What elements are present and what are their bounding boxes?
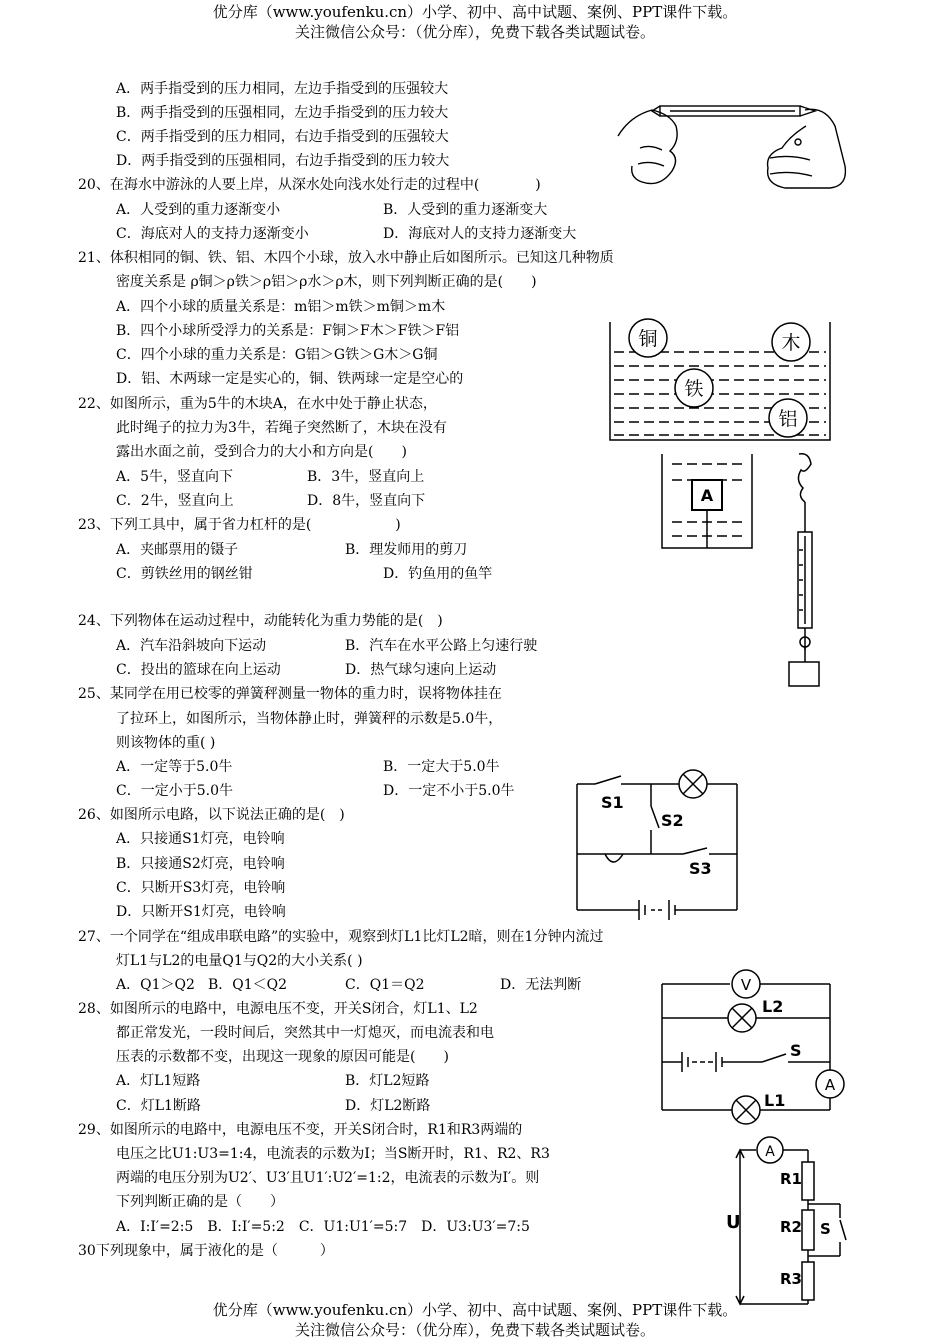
q27-option-a: A．Q1＞Q2 — [116, 977, 195, 993]
ball-label-wood: 木 — [781, 332, 801, 354]
q28-stem-3: 压表的示数都不变，出现这一现象的原因可能是( ) — [116, 1049, 449, 1065]
q29-stem-3: 两端的电压分别为U2′、U3′且U1′:U2′=1:2，电流表的示数为I′。则 — [116, 1170, 540, 1186]
q28-stem: 28、如图所示的电路中，电源电压不变，开关S闭合，灯L1、L2 — [78, 1001, 478, 1017]
q24-option-b: B．汽车在水平公路上匀速行驶 — [345, 638, 538, 654]
ball-label-iron: 铁 — [684, 378, 704, 400]
label-v: V — [740, 976, 752, 994]
ball-label-copper: 铜 — [638, 328, 658, 350]
q23-option-a: A．夹邮票用的镊子 — [116, 542, 239, 558]
q22-stem-2: 此时绳子的拉力为3牛，若绳子突然断了，木块在没有 — [116, 420, 447, 436]
q25-stem-3: 则该物体的重( ) — [116, 735, 216, 751]
q29-stem-4: 下列判断正确的是（ ） — [116, 1194, 284, 1210]
q28-option-a: A．灯L1短路 — [116, 1073, 201, 1089]
q19-option-b: B．两手指受到的压强相同，左边手指受到的压力较大 — [116, 105, 449, 121]
label-l2: L2 — [762, 997, 784, 1016]
label-r2: R2 — [780, 1218, 802, 1236]
label-s3: S3 — [689, 859, 712, 878]
q22-option-b: B．3牛，竖直向上 — [307, 469, 425, 485]
q25-stem-2: 了拉环上，如图所示，当物体静止时，弹簧秤的示数是5.0牛， — [116, 711, 503, 727]
q27-option-b: B．Q1＜Q2 — [208, 977, 288, 993]
label-s: S — [820, 1220, 831, 1238]
q26-option-d: D．只断开S1灯亮，电铃响 — [116, 904, 286, 920]
q22-stem: 22、如图所示，重为5牛的木块A，在水中处于静止状态， — [78, 396, 437, 412]
q27-option-d: D．无法判断 — [500, 977, 582, 993]
q27-option-c: C．Q1＝Q2 — [345, 977, 425, 993]
q23-option-c: C．剪铁丝用的钢丝钳 — [116, 566, 253, 582]
q19-option-a: A．两手指受到的压力相同，左边手指受到的压强较大 — [116, 81, 449, 97]
label-ammeter: A — [765, 1144, 775, 1160]
q29-options: A．I:I′=2:5 B．I:I′=5:2 C．U1:U1′=5:7 D．U3:U3′=7:5 — [116, 1219, 530, 1235]
q30-stem: 30下列现象中，属于液化的是（ ） — [78, 1243, 334, 1259]
q25-option-c: C．一定小于5.0牛 — [116, 783, 233, 799]
q19-option-c: C．两手指受到的压力相同，右边手指受到的压强较大 — [116, 129, 449, 145]
q23-stem: 23、下列工具中，属于省力杠杆的是( ) — [78, 517, 401, 533]
label-u: U — [726, 1212, 741, 1233]
q29-stem-2: 电压之比U1:U3=1:4，电流表的示数为I；当S断开时，R1、R2、R3 — [116, 1146, 550, 1162]
q21-option-a: A．四个小球的质量关系是：m铝＞m铁＞m铜＞m木 — [116, 299, 446, 315]
label-r1: R1 — [780, 1170, 802, 1188]
figure-circuit-l1-l2 — [658, 962, 848, 1117]
q20-stem: 20、在海水中游泳的人要上岸，从深水处向浅水处行走的过程中( ) — [78, 177, 541, 193]
figure-fingers-pencil — [610, 96, 860, 196]
q28-stem-2: 都正常发光，一段时间后，突然其中一灯熄灭，而电流表和电 — [116, 1025, 494, 1041]
q28-option-c: C．灯L1断路 — [116, 1098, 201, 1114]
q20-option-c: C．海底对人的支持力逐渐变小 — [116, 226, 309, 242]
q21-option-c: C．四个小球的重力关系是：G铝＞G铁＞G木＞G铜 — [116, 347, 438, 363]
q26-stem: 26、如图所示电路，以下说法正确的是( ) — [78, 807, 345, 823]
figure-circuit-r123 — [722, 1136, 852, 1308]
label-r3: R3 — [780, 1270, 802, 1288]
q25-option-a: A．一定等于5.0牛 — [116, 759, 233, 775]
figure-block-in-water — [658, 450, 758, 550]
q22-option-d: D．8牛，竖直向下 — [307, 493, 426, 509]
figure-four-balls — [608, 318, 833, 443]
q22-option-c: C．2牛，竖直向上 — [116, 493, 234, 509]
q27-stem: 27、一个同学在“组成串联电路”的实验中，观察到灯L1比灯L2暗，则在1分钟内流过 — [78, 929, 604, 945]
q21-option-d: D．铝、木两球一定是实心的，铜、铁两球一定是空心的 — [116, 371, 464, 387]
q26-option-b: B．只接通S2灯亮，电铃响 — [116, 856, 285, 872]
block-label-a: A — [700, 486, 714, 505]
q25-option-d: D．一定不小于5.0牛 — [383, 783, 515, 799]
q22-option-a: A．5牛，竖直向下 — [116, 469, 234, 485]
q24-option-c: C．投出的篮球在向上运动 — [116, 662, 281, 678]
label-s: S — [790, 1041, 802, 1060]
q27-stem-2: 灯L1与L2的电量Q1与Q2的大小关系( ) — [116, 953, 363, 969]
footer-line-1: 优分库（www.youfenku.cn）小学、初中、高中试题、案例、PPT课件下载。 — [212, 1301, 738, 1319]
q29-stem: 29、如图所示的电路中，电源电压不变，开关S闭合时，R1和R3两端的 — [78, 1122, 523, 1138]
q25-stem: 25、某同学在用已校零的弹簧秤测量一物体的重力时，误将物体挂在 — [78, 686, 502, 702]
q21-stem: 21、体积相同的铜、铁、铝、木四个小球，放入水中静止后如图所示。已知这几种物质 — [78, 250, 614, 266]
label-a: A — [824, 1076, 836, 1094]
q20-option-d: D．海底对人的支持力逐渐变大 — [383, 226, 577, 242]
q24-option-a: A．汽车沿斜坡向下运动 — [116, 638, 267, 654]
q22-stem-3: 露出水面之前，受到合力的大小和方向是( ) — [116, 444, 407, 460]
q26-option-c: C．只断开S3灯亮，电铃响 — [116, 880, 286, 896]
label-s2: S2 — [661, 811, 684, 830]
q25-option-b: B．一定大于5.0牛 — [383, 759, 500, 775]
figure-spring-scale — [785, 450, 825, 690]
q23-option-b: B．理发师用的剪刀 — [345, 542, 468, 558]
header-line-2: 关注微信公众号：（优分库），免费下载各类试题试卷。 — [294, 23, 655, 41]
ball-label-aluminum: 铝 — [778, 408, 798, 430]
q24-stem: 24、下列物体在运动过程中，动能转化为重力势能的是( ) — [78, 613, 443, 629]
q21-stem-2: 密度关系是 ρ铜＞ρ铁＞ρ铝＞ρ水＞ρ木，则下列判断正确的是( ) — [116, 274, 537, 290]
q20-option-b: B．人受到的重力逐渐变大 — [383, 202, 548, 218]
q24-option-d: D．热气球匀速向上运动 — [345, 662, 497, 678]
header-line-1: 优分库（www.youfenku.cn）小学、初中、高中试题、案例、PPT课件下载。 — [212, 3, 738, 21]
q28-option-d: D．灯L2断路 — [345, 1098, 431, 1114]
footer-line-2: 关注微信公众号：（优分库），免费下载各类试题试卷。 — [294, 1321, 655, 1339]
label-s1: S1 — [601, 793, 624, 812]
label-l1: L1 — [764, 1091, 786, 1110]
figure-circuit-s123 — [575, 770, 740, 920]
q20-option-a: A．人受到的重力逐渐变小 — [116, 202, 281, 218]
q26-option-a: A．只接通S1灯亮，电铃响 — [116, 831, 285, 847]
q19-option-d: D．两手指受到的压强相同，右边手指受到的压力较大 — [116, 153, 450, 169]
q21-option-b: B．四个小球所受浮力的关系是：F铜＞F木＞F铁＞F铝 — [116, 323, 460, 339]
q28-option-b: B．灯L2短路 — [345, 1073, 430, 1089]
q23-option-d: D．钓鱼用的鱼竿 — [383, 566, 493, 582]
